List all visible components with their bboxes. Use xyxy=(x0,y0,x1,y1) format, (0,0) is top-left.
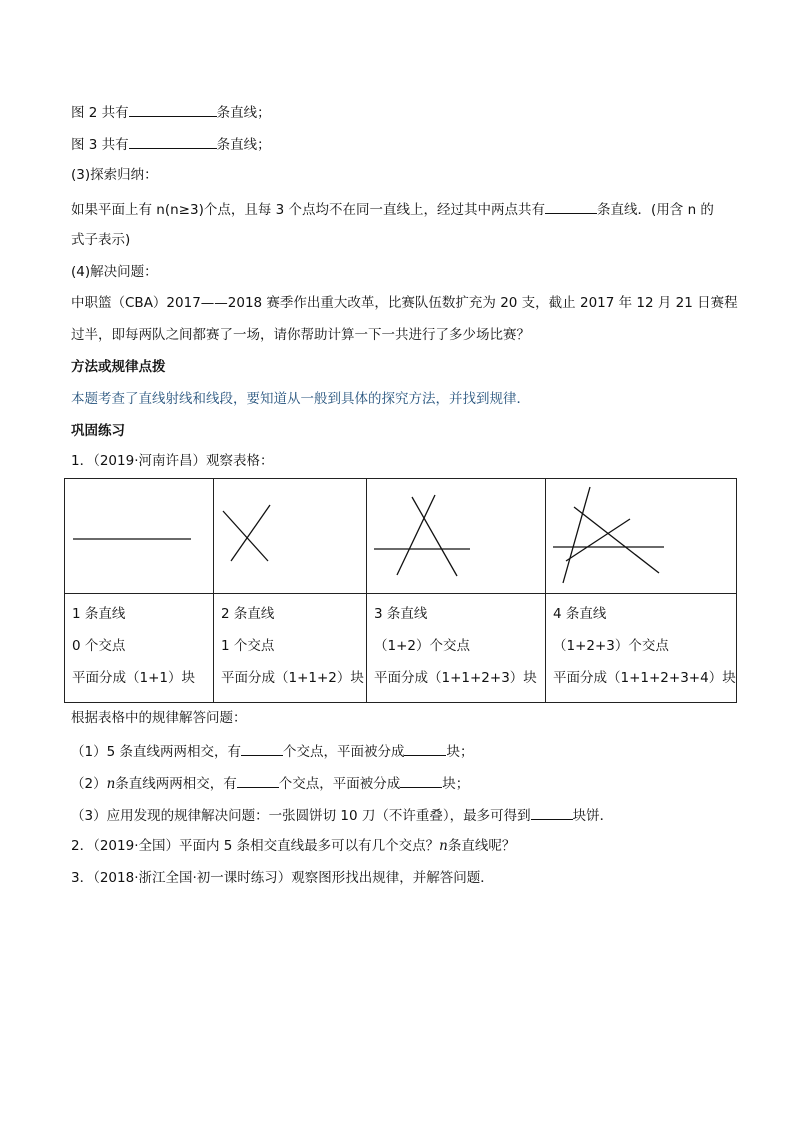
part3-body xyxy=(71,199,714,219)
q1-part1-points-blank[interactable] xyxy=(241,741,283,756)
q1-part3-blank[interactable] xyxy=(531,805,573,820)
figure-1-line xyxy=(65,479,214,594)
q1-part2-c: 个交点，平面被分成 xyxy=(278,776,401,792)
four-lines-figure xyxy=(546,479,734,593)
q1-part3-b: 块饼． xyxy=(572,808,614,824)
cell-3-lines: 3 条直线 xyxy=(374,606,428,622)
cell-4-lines: 4 条直线 xyxy=(553,606,607,622)
fig3-prefix: 图 3 共有 xyxy=(71,137,129,153)
q1-intro: 1．（2019·河南许昌）观察表格： xyxy=(71,453,274,469)
figure-4-lines xyxy=(546,479,737,594)
q1-part2-a: （2） xyxy=(71,776,107,792)
three-lines-figure xyxy=(367,479,545,593)
part4-title: (4)解决问题： xyxy=(71,264,158,280)
cell-3-regions: 平面分成（1+1+2+3）块 xyxy=(374,670,537,686)
q1-part2 xyxy=(71,773,469,793)
q1-part2-points-blank[interactable] xyxy=(237,773,279,788)
part3-body-b: 条直线．(用含 n 的 xyxy=(597,202,714,218)
q1-part1-a: （1）5 条直线两两相交，有 xyxy=(71,744,241,760)
part3-body-a: 如果平面上有 n(n≥3)个点，且每 3 个点均不在同一直线上，经过其中两点共有 xyxy=(71,202,546,218)
line-b xyxy=(231,505,270,561)
fig2-prefix: 图 2 共有 xyxy=(71,105,129,121)
line-c xyxy=(574,507,659,573)
cell-3 xyxy=(367,594,546,703)
q2-n: n xyxy=(439,838,448,854)
figure-row xyxy=(65,479,737,594)
cell-2-lines: 2 条直线 xyxy=(221,606,275,622)
line-c xyxy=(412,497,457,576)
text-row xyxy=(65,594,737,703)
cell-1-lines: 1 条直线 xyxy=(72,606,126,622)
q2 xyxy=(71,837,515,855)
q1-part2-d: 块； xyxy=(442,776,470,792)
q1-part3-a: （3）应用发现的规律解决问题：一张圆饼切 10 刀（不许重叠），最多可得到 xyxy=(71,808,531,824)
observation-table xyxy=(64,478,737,703)
part3-title: (3)探索归纳： xyxy=(71,167,158,183)
line-b xyxy=(397,495,435,575)
line-b xyxy=(563,487,590,583)
q1-part1 xyxy=(71,741,473,761)
part3-answer-blank[interactable] xyxy=(545,199,597,214)
q1-part1-c: 块； xyxy=(446,744,474,760)
q1-part2-b: 条直线两两相交，有 xyxy=(115,776,237,792)
two-lines-figure xyxy=(214,479,366,593)
fig3-answer-blank[interactable] xyxy=(129,134,217,149)
q3: 3．（2018·浙江全国·初一课时练习）观察图形找出规律，并解答问题． xyxy=(71,870,494,886)
q1-part3 xyxy=(71,805,613,825)
fig2-answer-blank[interactable] xyxy=(129,102,217,117)
fig3-line xyxy=(71,134,271,154)
method-heading: 方法或规律点拨 xyxy=(71,359,166,375)
cell-3-points: （1+2）个交点 xyxy=(374,638,470,654)
cell-1-regions: 平面分成（1+1）块 xyxy=(72,670,195,686)
cell-1 xyxy=(65,594,214,703)
cell-2 xyxy=(214,594,367,703)
cell-4-regions: 平面分成（1+1+2+3+4）块 xyxy=(553,670,736,686)
figure-3-lines xyxy=(367,479,546,594)
fig2-line xyxy=(71,102,271,122)
q1-instruction: 根据表格中的规律解答问题： xyxy=(71,710,247,726)
q1-part2-n: n xyxy=(106,776,116,792)
q2-a: 2．（2019·全国）平面内 5 条相交直线最多可以有几个交点？ xyxy=(71,838,440,854)
cell-4-points: （1+2+3）个交点 xyxy=(553,638,669,654)
cell-4 xyxy=(546,594,737,703)
cell-2-regions: 平面分成（1+1+2）块 xyxy=(221,670,364,686)
part4-body-a: 中职篮（CBA）2017——2018 赛季作出重大改革，比赛队伍数扩充为 20 支，截止 2017 年 12 月 21 日赛程 xyxy=(71,295,738,311)
part3-body-c: 式子表示) xyxy=(71,232,131,248)
q1-part1-b: 个交点，平面被分成 xyxy=(282,744,405,760)
part4-body-b: 过半，即每两队之间都赛了一场，请你帮助计算一下一共进行了多少场比赛？ xyxy=(71,327,530,343)
fig2-suffix: 条直线； xyxy=(216,105,271,121)
one-line-figure xyxy=(65,479,213,593)
practice-heading: 巩固练习 xyxy=(71,423,125,439)
q1-part2-regions-blank[interactable] xyxy=(400,773,442,788)
method-text: 本题考查了直线射线和线段，要知道从一般到具体的探究方法，并找到规律． xyxy=(71,391,530,407)
cell-1-points: 0 个交点 xyxy=(72,638,126,654)
q2-b: 条直线呢？ xyxy=(447,838,516,854)
cell-2-points: 1 个交点 xyxy=(221,638,275,654)
fig3-suffix: 条直线； xyxy=(216,137,271,153)
figure-2-lines xyxy=(214,479,367,594)
q1-part1-regions-blank[interactable] xyxy=(404,741,446,756)
